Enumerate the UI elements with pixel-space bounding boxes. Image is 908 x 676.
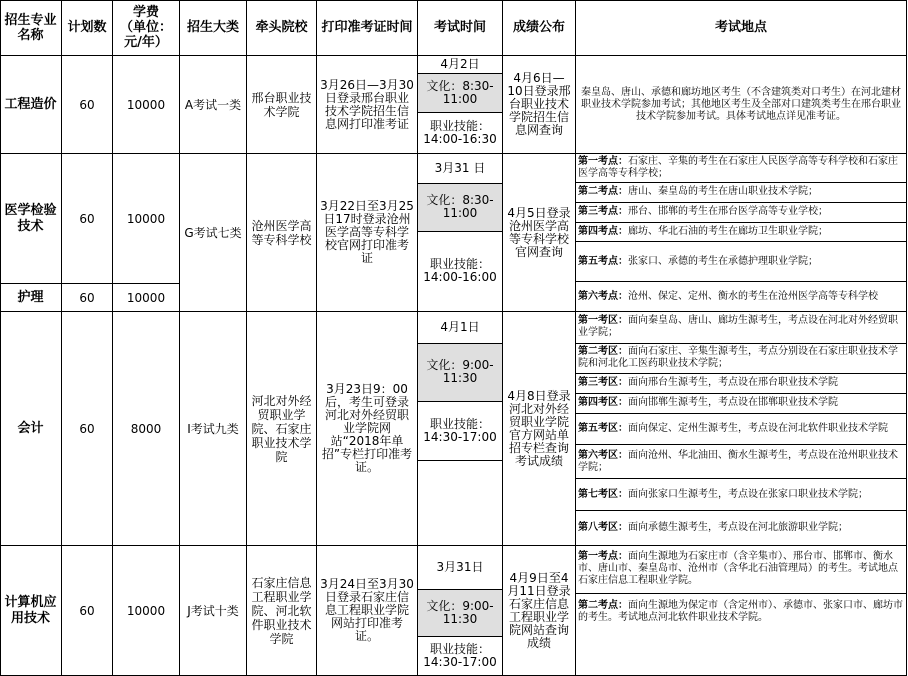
- exam-site-item: 第七考区：面向张家口生源考生，考点设在张家口职业技术学院；: [576, 479, 906, 511]
- row-print-time: 3月26日—3月30日登录邢台职业技术学院招生信息网打印准考证: [317, 56, 418, 154]
- header-exam-location: 考试地点: [576, 0, 907, 56]
- exam-skill-time: 职业技能：14:30-17:00: [418, 402, 502, 462]
- row-plan: 60: [62, 154, 113, 284]
- row-fee: 10000: [113, 546, 180, 676]
- row-major: 计算机应用技术: [0, 546, 62, 676]
- row-print-time: 3月22日至3月25日17时登录沧州医学高等专科学校官网打印准考证: [317, 154, 418, 312]
- header-score-release: 成绩公布: [503, 0, 576, 56]
- exam-site-item: 第一考区：面向秦皇岛、唐山、廊坊生源考生，考点设在河北对外经贸职业学院；: [576, 312, 906, 344]
- exam-skill-time: 职业技能：14:00-16:30: [423, 119, 497, 147]
- exam-date: 4月1日: [418, 312, 502, 344]
- row-lead-school: 沧州医学高等专科学校: [247, 154, 317, 312]
- row-category: A考试一类: [180, 56, 247, 154]
- exam-culture-time: 文化：8:30-11:00: [418, 184, 502, 232]
- row-lead-school: 石家庄信息工程职业学院、河北软件职业技术学院: [247, 546, 317, 676]
- row-fee: 10000: [113, 154, 180, 284]
- exam-site-item: 第三考点：邢台、邯郸的考生在邢台医学高等专业学校；: [576, 203, 906, 223]
- row-category: J考试十类: [180, 546, 247, 676]
- exam-site-item: 第四考区：面向邯郸生源考生，考点设在邯郸职业技术学院: [576, 394, 906, 414]
- exam-site-item: 第二考点：面向生源地为保定市（含定州市）、承德市、张家口市、廊坊市的考生。考试地点河北软件职业技术学院。: [578, 599, 903, 623]
- exam-site-item: 第一考点：石家庄、辛集的考生在石家庄人民医学高等专科学校和石家庄医学高等专科学校；: [576, 154, 906, 183]
- header-plan: 计划数: [62, 0, 113, 56]
- exam-date: 3月31日: [418, 546, 502, 590]
- row-lead-school: 邢台职业技术学院: [247, 56, 317, 154]
- exam-site-item: 第八考区：面向承德生源考生，考点设在河北旅游职业学院；: [578, 522, 848, 534]
- row-exam-location: 秦皇岛、唐山、承德和廊坊地区考生（不含建筑类对口考生）在河北建材职业技术学院参加考试；其他地区考生及全部对口建筑类考生在邢台职业技术学院参加考试。具体考试地点详见准考证。: [576, 56, 907, 154]
- exam-site-item: 第四考点：廊坊、华北石油的考生在廊坊卫生职业学院；: [576, 223, 906, 243]
- exam-site-item: 第六考点：沧州、保定、定州、衡水的考生在沧州医学高等专科学校: [578, 290, 878, 302]
- row-exam-time: [418, 154, 503, 312]
- header-major: 招生专业名称: [0, 0, 62, 56]
- row-score-release: 4月9日至4月11日登录石家庄信息工程职业学院网站查询成绩: [503, 546, 576, 676]
- row-score-release: 4月8日登录河北对外经贸职业学院官方网站单招专栏查询考试成绩: [503, 312, 576, 546]
- row-exam-time: [418, 56, 503, 154]
- exam-site-item: 第三考区：面向邢台生源考生，考点设在邢台职业技术学院: [576, 374, 906, 394]
- exam-skill-time: 职业技能：14:00-16:00: [423, 257, 497, 285]
- exam-site-item: 第二考区：面向石家庄、辛集生源考生，考点分别设在石家庄职业技术学院和河北化工医药职业技术学院；: [576, 344, 906, 374]
- header-print-time: 打印准考证时间: [317, 0, 418, 56]
- row-score-release: 4月5日登录沧州医学高等专科学校官网查询: [503, 154, 576, 312]
- row-exam-time: [418, 312, 503, 546]
- row-category: I考试九类: [180, 312, 247, 546]
- row-major: 会计: [0, 312, 62, 546]
- row-major: 工程造价: [0, 56, 62, 154]
- exam-site-item: 第一考点：面向生源地为石家庄市（含辛集市）、邢台市、邯郸市、衡水市、唐山市、秦皇岛市、沧州市（含华北石油管理局）的考生。考试地点石家庄信息工程职业学院。: [576, 546, 906, 594]
- header-lead-school: 牵头院校: [247, 0, 317, 56]
- row-plan: 60: [62, 546, 113, 676]
- header-category: 招生大类: [180, 0, 247, 56]
- row-fee: 10000: [113, 284, 180, 312]
- row-fee: 10000: [113, 56, 180, 154]
- row-exam-location: [576, 312, 907, 546]
- row-lead-school: 河北对外经贸职业学院、石家庄职业技术学院: [247, 312, 317, 546]
- header-fee: 学费 （单位：元/年）: [113, 0, 180, 56]
- exam-site-item: 第六考区：面向沧州、华北油田、衡水生源考生，考点设在沧州职业技术学院；: [576, 445, 906, 479]
- header-exam-time: 考试时间: [418, 0, 503, 56]
- row-plan: 60: [62, 312, 113, 546]
- row-exam-time: [418, 546, 503, 676]
- exam-culture-time: 文化：9:00-11:30: [418, 590, 502, 638]
- exam-site-item: 第五考区：面向保定、定州生源考生，考点设在河北软件职业技术学院: [576, 414, 906, 446]
- exam-time-blank: [418, 461, 502, 545]
- exam-culture-time: 文化：9:00-11:30: [418, 344, 502, 402]
- row-plan: 60: [62, 56, 113, 154]
- row-print-time: 3月24日至3月30日登录石家庄信息工程职业学院网站打印准考证。: [317, 546, 418, 676]
- exam-skill-time: 职业技能：14:30-17:00: [423, 642, 497, 670]
- exam-date: 3月31 日: [418, 154, 502, 184]
- row-score-release: 4月6日—10日登录邢台职业技术学院招生信息网查询: [503, 56, 576, 154]
- row-exam-location: [576, 154, 907, 312]
- row-major: 护理: [0, 284, 62, 312]
- row-plan: 60: [62, 284, 113, 312]
- exam-site-item: 第二考点：唐山、秦皇岛的考生在唐山职业技术学院；: [576, 183, 906, 203]
- row-fee: 8000: [113, 312, 180, 546]
- exam-site-item: 第五考点：张家口、承德的考生在承德护理职业学院；: [576, 242, 906, 282]
- row-exam-location: [576, 546, 907, 676]
- row-major: 医学检验技术: [0, 154, 62, 284]
- row-print-time: 3月23日9：00后，考生可登录河北对外经贸职业学院网站“2018年单招”专栏打印准考证。: [317, 312, 418, 546]
- exam-date: 4月2日: [418, 56, 502, 74]
- exam-culture-time: 文化：8:30-11:00: [418, 74, 502, 114]
- row-category: G考试七类: [180, 154, 247, 312]
